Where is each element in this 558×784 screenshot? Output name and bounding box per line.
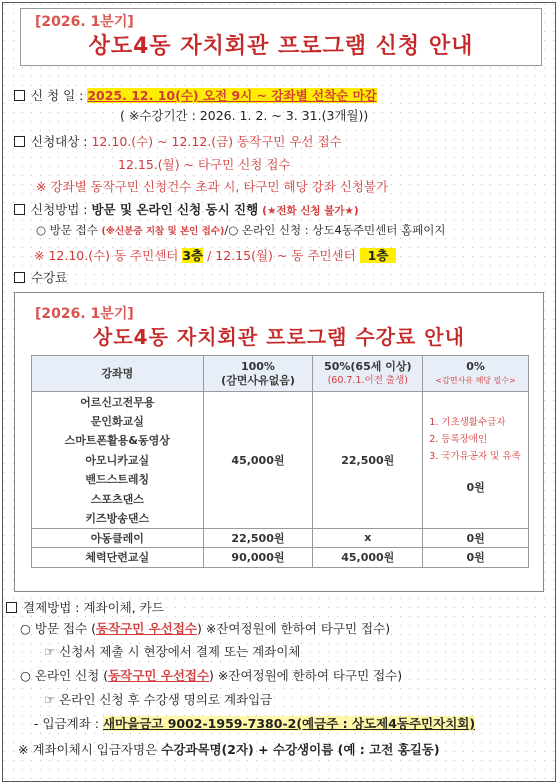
visit-prefix: ○ 방문 접수 (: [20, 621, 97, 636]
apply-period: ( ※수강기간 : 2026. 1. 2. ~ 3. 31.(3개월)): [120, 108, 369, 123]
header-full: [203, 356, 313, 392]
header-full-sub: (감면사유없음): [221, 373, 295, 387]
apply-date-value: 2025. 12. 10(수) 오전 9시 ~ 강좌별 선착순 마감: [87, 88, 377, 103]
fee-table: [31, 355, 529, 568]
apply-date-row: [14, 86, 377, 104]
group-zero-cell: [423, 392, 529, 529]
apply-date-label: 신 청 일 :: [31, 88, 84, 103]
checkbox-icon: [14, 272, 25, 283]
course-name: 스마트폰활용&동영상: [32, 431, 204, 451]
method-visit-note: (※신분증 지참 및 본인 접수): [101, 226, 225, 237]
course-name: 키즈방송댄스: [32, 509, 204, 529]
course-name: 어르신고전무용: [32, 392, 204, 412]
table-row: [32, 548, 529, 568]
checkbox-icon: [14, 136, 25, 147]
page-title: 상도4동 자치회관 프로그램 신청 안내: [88, 34, 474, 59]
course-name: 아동클레이: [32, 528, 204, 548]
group-zero-fee: 0원: [466, 481, 485, 494]
course-name: 스포츠댄스: [32, 489, 204, 509]
target-line1: 12.10.(수) ~ 12.12.(금) 동작구민 우선 접수: [91, 134, 342, 149]
header-full-label: 100%: [240, 359, 275, 373]
fee-label: 수강료: [31, 270, 68, 285]
header-quarter: [2026. 1분기]: [35, 14, 134, 30]
fee-box: [14, 292, 544, 592]
payment-label: 결제방법 : 계좌이체, 카드: [23, 600, 164, 615]
reason-item: 3. 국가유공자 및 유족: [429, 451, 521, 462]
target-label: 신청대상 :: [31, 134, 88, 149]
checkbox-icon: [6, 602, 17, 613]
fee-quarter: [2026. 1분기]: [35, 306, 134, 322]
fee-label-row: [14, 268, 67, 286]
method-location-row: [34, 246, 396, 264]
method-visit-prefix: ○ 방문 접수: [36, 223, 98, 237]
loc-floor-a: 3층: [182, 248, 204, 263]
loc-mid: / 12.15(월) ~ 동 주민센터: [207, 248, 356, 263]
header-zero-label: 0%: [466, 359, 485, 373]
payment-visit-note: ☞ 신청서 제출 시 현장에서 결제 또는 계좌이체: [44, 644, 301, 659]
reason-item: 2. 등록장애인: [429, 434, 488, 445]
method-label: 신청방법 :: [31, 202, 88, 217]
checkbox-icon: [14, 90, 25, 101]
fee-header-row: [32, 356, 529, 392]
checkbox-icon: [14, 204, 25, 215]
online-highlight: 동작구민 우선접수: [108, 668, 210, 683]
loc-floor-b: 1층: [360, 248, 397, 263]
group-full-fee: 45,000원: [203, 392, 313, 529]
header-course: 강좌명: [32, 356, 204, 392]
header-half-sub: (60.7.1.이전 출생): [327, 374, 408, 386]
fee-title: 상도4동 자치회관 프로그램 수강료 안내: [93, 325, 465, 349]
reason-list: [423, 414, 528, 465]
target-line2: 12.15.(월) ~ 타구민 신청 접수: [118, 157, 291, 172]
header-half-label: 50%(65세 이상): [324, 359, 412, 373]
depositor-row: [18, 740, 440, 758]
half-fee: x: [313, 528, 423, 548]
header-zero: [423, 356, 529, 392]
payment-online-note: ☞ 온라인 신청 후 수강생 명의로 계좌입금: [44, 692, 273, 707]
account-row: [34, 714, 475, 732]
online-prefix: ○ 온라인 신청 (: [20, 668, 109, 683]
table-row: [32, 528, 529, 548]
course-name: 체력단련교실: [32, 548, 204, 568]
method-note: (★전화 신청 불가★): [262, 205, 359, 217]
method-row: [14, 200, 359, 218]
course-name: 아모니카교실: [32, 450, 204, 470]
header-half: [313, 356, 423, 392]
payment-online-row: [20, 666, 402, 684]
reason-item: 1. 기초생활수급자: [429, 417, 506, 428]
group-half-fee: 22,500원: [313, 392, 423, 529]
target-row: [14, 132, 342, 150]
course-name: 문인화교실: [32, 411, 204, 431]
loc-prefix: ※ 12.10.(수) 동 주민센터: [34, 248, 179, 263]
payment-row: [6, 598, 164, 616]
table-row: [32, 392, 529, 412]
course-name: 밴드스트레칭: [32, 470, 204, 490]
header-zero-sub: <감면사유 해당 필수>: [435, 375, 516, 385]
visit-suffix: ) ※잔여정원에 한하여 타구민 접수): [196, 621, 391, 636]
header-box: [20, 8, 542, 66]
method-value: 방문 및 온라인 신청 동시 진행: [91, 202, 259, 217]
full-fee: 22,500원: [203, 528, 313, 548]
zero-fee: 0원: [423, 548, 529, 568]
depositor-value: 수강과목명(2자) + 수강생이름 (예 : 고전 홍길동): [161, 742, 440, 757]
method-visit-row: [36, 222, 445, 238]
zero-fee: 0원: [423, 528, 529, 548]
target-note: ※ 강좌별 동작구민 신청건수 초과 시, 타구민 해당 강좌 신청불가: [36, 179, 389, 194]
account-value: 새마을금고 9002-1959-7380-2(예금주 : 상도제4동주민자치회): [102, 716, 476, 731]
method-online: /○ 온라인 신청 : 상도4동주민센터 홈페이지: [224, 223, 446, 237]
account-label: - 입금계좌 :: [34, 716, 99, 731]
depositor-prefix: ※ 계좌이체시 입금자명은: [18, 742, 158, 757]
payment-visit-row: [20, 619, 390, 637]
online-suffix: ) ※잔여정원에 한하여 타구민 접수): [209, 668, 403, 683]
half-fee: 45,000원: [313, 548, 423, 568]
visit-highlight: 동작구민 우선접수: [96, 621, 197, 636]
full-fee: 90,000원: [203, 548, 313, 568]
